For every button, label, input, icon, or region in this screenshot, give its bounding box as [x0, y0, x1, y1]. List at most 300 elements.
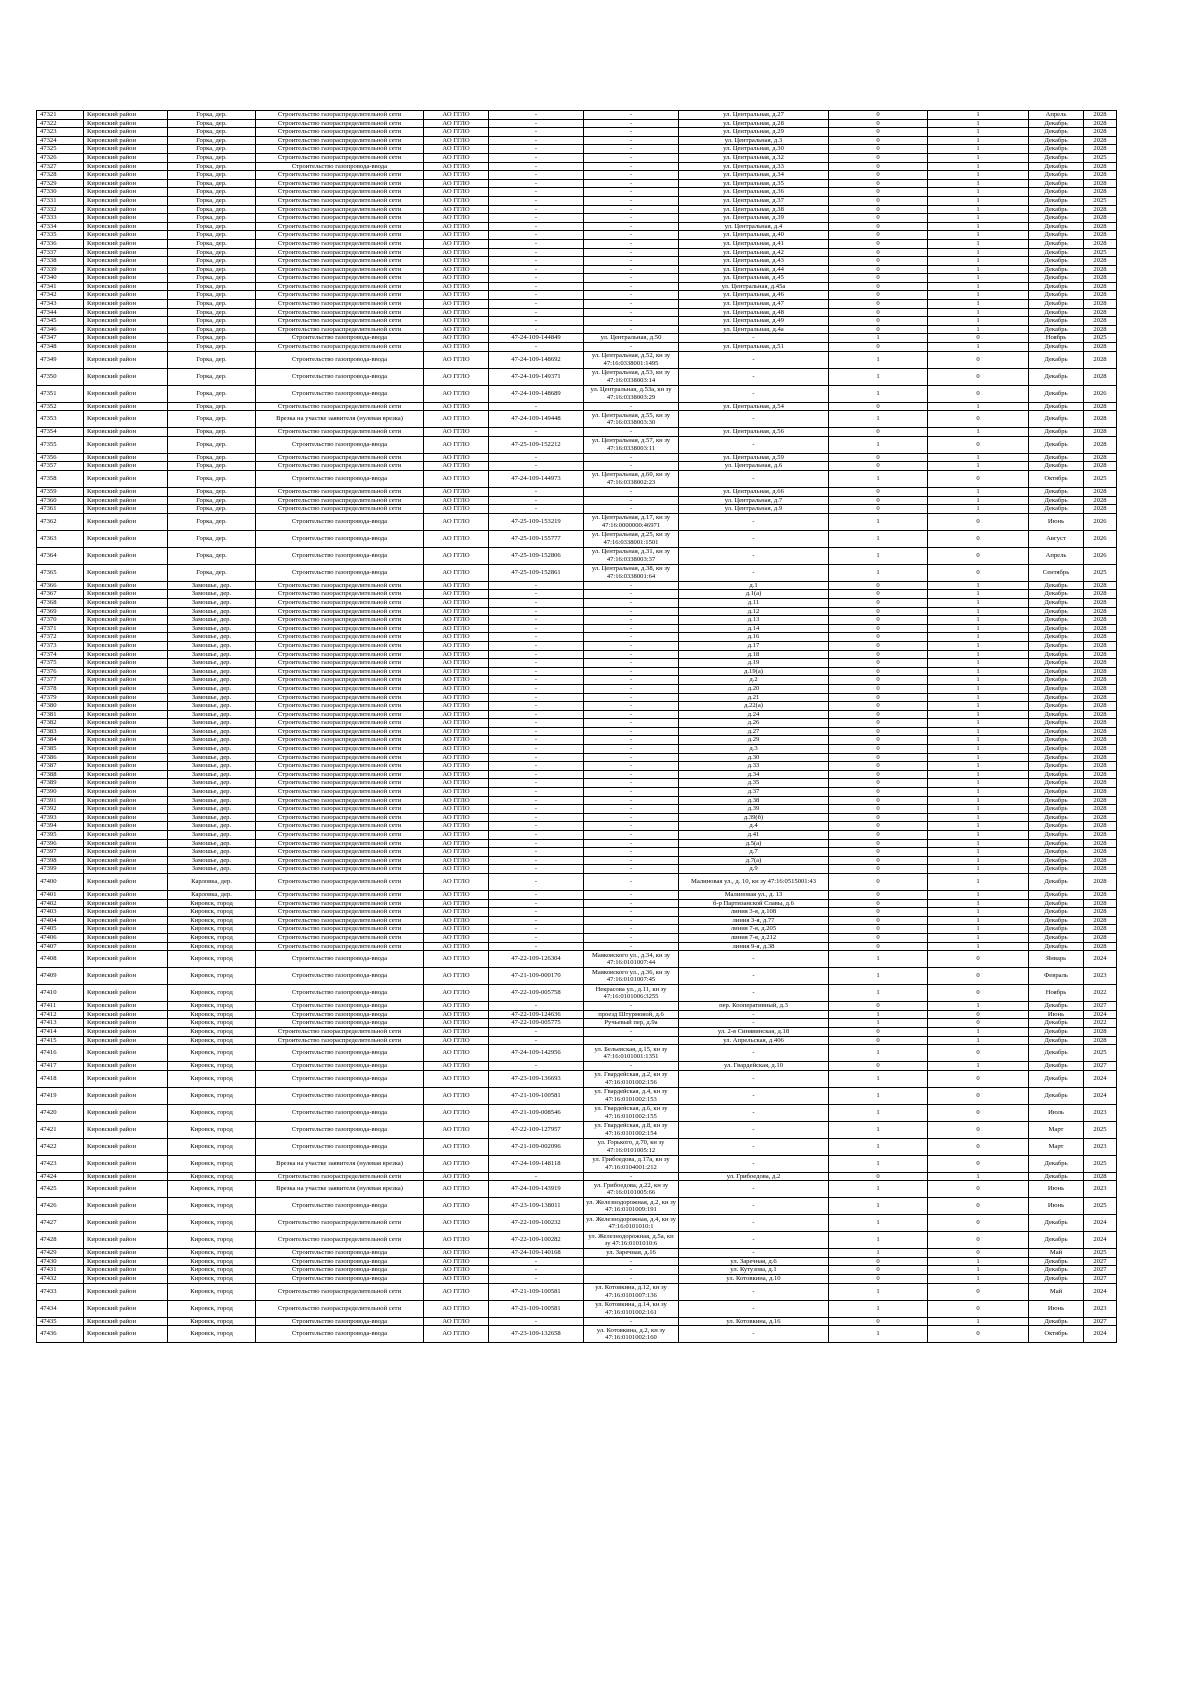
applicant-address-cell: ул. Центральная, д.50 [584, 334, 679, 343]
month-cell: Декабрь [1029, 702, 1084, 711]
application-number-cell: 47-24-109-148689 [489, 385, 584, 402]
application-number-cell: - [489, 136, 584, 145]
application-number-cell: 47-21-109-100581 [489, 1283, 584, 1300]
object-address-cell: - [679, 471, 829, 488]
work-type-cell: Строительство газораспределительной сети [256, 128, 424, 137]
month-cell: Декабрь [1029, 925, 1084, 934]
count-a-cell: 1 [829, 471, 928, 488]
organization-cell: АО ГГЛО [424, 274, 489, 283]
organization-cell: АО ГГЛО [424, 616, 489, 625]
month-cell: Декабрь [1029, 753, 1084, 762]
month-cell: Декабрь [1029, 428, 1084, 437]
application-number-cell: 47-22-109-100282 [489, 1232, 584, 1249]
application-number-cell: 47-22-109-127957 [489, 1121, 584, 1138]
table-row [37, 925, 1117, 934]
row-number-cell: 47392 [37, 805, 84, 814]
organization-cell: АО ГГЛО [424, 942, 489, 951]
month-cell: Декабрь [1029, 590, 1084, 599]
applicant-address-cell: - [584, 684, 679, 693]
year-cell: 2028 [1084, 581, 1117, 590]
month-cell: Декабрь [1029, 908, 1084, 917]
count-a-cell: 0 [829, 162, 928, 171]
count-b-cell: 1 [928, 453, 1029, 462]
year-cell: 2023 [1084, 1138, 1117, 1155]
count-a-cell: 0 [829, 265, 928, 274]
year-cell: 2028 [1084, 727, 1117, 736]
application-number-cell: - [489, 727, 584, 736]
district-cell: Кировский район [84, 214, 168, 223]
application-number-cell: - [489, 308, 584, 317]
settlement-cell: Горка, дер. [168, 564, 256, 581]
district-cell: Кировский район [84, 153, 168, 162]
applicant-address-cell: ул. Горького, д.70, кн зу 47:16:0101005:12 [584, 1138, 679, 1155]
count-a-cell: 0 [829, 188, 928, 197]
row-number-cell: 47337 [37, 248, 84, 257]
applicant-address-cell: - [584, 222, 679, 231]
applicant-address-cell: - [584, 942, 679, 951]
object-address-cell: линия 9-я, д.38 [679, 942, 829, 951]
organization-cell: АО ГГЛО [424, 908, 489, 917]
settlement-cell: Горка, дер. [168, 317, 256, 326]
year-cell: 2024 [1084, 1232, 1117, 1249]
row-number-cell: 47405 [37, 925, 84, 934]
count-a-cell: 0 [829, 641, 928, 650]
count-b-cell: 0 [928, 564, 1029, 581]
district-cell: Кировский район [84, 488, 168, 497]
table-row [37, 1002, 1117, 1011]
object-address-cell: - [679, 547, 829, 564]
district-cell: Кировский район [84, 1181, 168, 1198]
application-number-cell: - [489, 779, 584, 788]
application-number-cell: 47-22-109-100232 [489, 1215, 584, 1232]
applicant-address-cell: - [584, 933, 679, 942]
district-cell: Кировский район [84, 453, 168, 462]
applicant-address-cell: - [584, 145, 679, 154]
work-type-cell: Строительство газораспределительной сети [256, 736, 424, 745]
count-a-cell: 0 [829, 753, 928, 762]
object-address-cell: д.39(б) [679, 813, 829, 822]
month-cell: Декабрь [1029, 581, 1084, 590]
count-b-cell: 1 [928, 1317, 1029, 1326]
count-b-cell: 1 [928, 624, 1029, 633]
work-type-cell: Строительство газораспределительной сети [256, 196, 424, 205]
month-cell: Декабрь [1029, 368, 1084, 385]
count-a-cell: 0 [829, 343, 928, 352]
object-address-cell: д.13 [679, 616, 829, 625]
month-cell: Декабрь [1029, 265, 1084, 274]
work-type-cell: Строительство газопровода-ввода [256, 530, 424, 547]
application-number-cell: - [489, 1027, 584, 1036]
district-cell: Кировский район [84, 788, 168, 797]
month-cell: Декабрь [1029, 119, 1084, 128]
table-row [37, 513, 1117, 530]
month-cell: Ноябрь [1029, 985, 1084, 1002]
year-cell: 2028 [1084, 624, 1117, 633]
organization-cell: АО ГГЛО [424, 985, 489, 1002]
year-cell: 2028 [1084, 188, 1117, 197]
object-address-cell: ул. Грибоедова, д.2 [679, 1172, 829, 1181]
work-type-cell: Строительство газораспределительной сети [256, 171, 424, 180]
application-number-cell: - [489, 128, 584, 137]
month-cell: Декабрь [1029, 248, 1084, 257]
row-number-cell: 47349 [37, 351, 84, 368]
applicant-address-cell: ул. Гвардейская, д.8, кн зу 47:16:0101002:154 [584, 1121, 679, 1138]
work-type-cell: Строительство газораспределительной сети [256, 667, 424, 676]
organization-cell: АО ГГЛО [424, 436, 489, 453]
settlement-cell: Кировск, город [168, 1062, 256, 1071]
district-cell: Кировский район [84, 985, 168, 1002]
count-a-cell: 0 [829, 496, 928, 505]
organization-cell: АО ГГЛО [424, 736, 489, 745]
row-number-cell: 47393 [37, 813, 84, 822]
district-cell: Кировский район [84, 496, 168, 505]
applicant-address-cell: - [584, 719, 679, 728]
settlement-cell: Горка, дер. [168, 308, 256, 317]
count-a-cell: 0 [829, 856, 928, 865]
table-row [37, 933, 1117, 942]
organization-cell: АО ГГЛО [424, 899, 489, 908]
settlement-cell: Кировск, город [168, 1087, 256, 1104]
work-type-cell: Строительство газопровода-ввода [256, 1121, 424, 1138]
organization-cell: АО ГГЛО [424, 805, 489, 814]
count-b-cell: 1 [928, 650, 1029, 659]
year-cell: 2028 [1084, 453, 1117, 462]
row-number-cell: 47418 [37, 1070, 84, 1087]
table-row [37, 1019, 1117, 1028]
table-row [37, 385, 1117, 402]
settlement-cell: Кировск, город [168, 925, 256, 934]
count-a-cell: 0 [829, 1062, 928, 1071]
count-a-cell: 1 [829, 513, 928, 530]
count-b-cell: 1 [928, 196, 1029, 205]
settlement-cell: Горка, дер. [168, 488, 256, 497]
organization-cell: АО ГГЛО [424, 462, 489, 471]
work-type-cell: Строительство газопровода-ввода [256, 1198, 424, 1215]
count-b-cell: 1 [928, 505, 1029, 514]
object-address-cell: д.11 [679, 598, 829, 607]
table-row [37, 633, 1117, 642]
count-b-cell: 0 [928, 1326, 1029, 1343]
year-cell: 2025 [1084, 1155, 1117, 1172]
object-address-cell: - [679, 385, 829, 402]
year-cell: 2028 [1084, 710, 1117, 719]
year-cell: 2028 [1084, 933, 1117, 942]
year-cell: 2028 [1084, 667, 1117, 676]
object-address-cell: - [679, 1249, 829, 1258]
month-cell: Апрель [1029, 111, 1084, 120]
application-number-cell: 47-24-109-149371 [489, 368, 584, 385]
application-number-cell: - [489, 908, 584, 917]
application-number-cell: - [489, 1036, 584, 1045]
count-b-cell: 0 [928, 530, 1029, 547]
settlement-cell: Кировск, город [168, 1155, 256, 1172]
count-a-cell: 1 [829, 411, 928, 428]
object-address-cell: д.1 [679, 581, 829, 590]
settlement-cell: Кировск, город [168, 1275, 256, 1284]
object-address-cell: ул. Апрельская, д.406 [679, 1036, 829, 1045]
application-number-cell: - [489, 153, 584, 162]
district-cell: Кировский район [84, 428, 168, 437]
application-number-cell: - [489, 119, 584, 128]
settlement-cell: Горка, дер. [168, 530, 256, 547]
month-cell: Декабрь [1029, 196, 1084, 205]
row-number-cell: 47403 [37, 908, 84, 917]
object-address-cell: - [679, 530, 829, 547]
table-row [37, 753, 1117, 762]
work-type-cell: Строительство газораспределительной сети [256, 710, 424, 719]
year-cell: 2026 [1084, 385, 1117, 402]
work-type-cell: Врезка на участке заявителя (нулевая врезка) [256, 1155, 424, 1172]
work-type-cell: Строительство газораспределительной сети [256, 505, 424, 514]
application-number-cell: 47-22-109-005758 [489, 985, 584, 1002]
object-address-cell: ул. Центральная, д.59 [679, 453, 829, 462]
year-cell: 2028 [1084, 641, 1117, 650]
application-number-cell: - [489, 343, 584, 352]
count-b-cell: 1 [928, 727, 1029, 736]
row-number-cell: 47428 [37, 1232, 84, 1249]
organization-cell: АО ГГЛО [424, 1070, 489, 1087]
organization-cell: АО ГГЛО [424, 300, 489, 309]
district-cell: Кировский район [84, 702, 168, 711]
organization-cell: АО ГГЛО [424, 865, 489, 874]
work-type-cell: Строительство газопровода-ввода [256, 368, 424, 385]
work-type-cell: Строительство газораспределительной сети [256, 1036, 424, 1045]
organization-cell: АО ГГЛО [424, 813, 489, 822]
organization-cell: АО ГГЛО [424, 607, 489, 616]
work-type-cell: Строительство газораспределительной сети [256, 453, 424, 462]
district-cell: Кировский район [84, 719, 168, 728]
district-cell: Кировский район [84, 1232, 168, 1249]
applicant-address-cell: - [584, 925, 679, 934]
work-type-cell: Строительство газопровода-ввода [256, 951, 424, 968]
year-cell: 2028 [1084, 274, 1117, 283]
district-cell: Кировский район [84, 968, 168, 985]
district-cell: Кировский район [84, 564, 168, 581]
month-cell: Декабрь [1029, 222, 1084, 231]
count-b-cell: 0 [928, 1155, 1029, 1172]
count-b-cell: 1 [928, 496, 1029, 505]
organization-cell: АО ГГЛО [424, 411, 489, 428]
application-number-cell: - [489, 607, 584, 616]
count-a-cell: 0 [829, 428, 928, 437]
table-row [37, 317, 1117, 326]
table-row [37, 770, 1117, 779]
year-cell: 2028 [1084, 222, 1117, 231]
object-address-cell: ул. Центральная, д.27 [679, 111, 829, 120]
application-number-cell: - [489, 796, 584, 805]
count-a-cell: 0 [829, 581, 928, 590]
organization-cell: АО ГГЛО [424, 505, 489, 514]
year-cell: 2023 [1084, 968, 1117, 985]
work-type-cell: Строительство газораспределительной сети [256, 650, 424, 659]
application-number-cell: 47-22-109-124636 [489, 1010, 584, 1019]
month-cell: Декабрь [1029, 848, 1084, 857]
year-cell: 2025 [1084, 564, 1117, 581]
organization-cell: АО ГГЛО [424, 1019, 489, 1028]
table-row [37, 822, 1117, 831]
object-address-cell: - [679, 1283, 829, 1300]
count-b-cell: 0 [928, 1215, 1029, 1232]
applicant-address-cell: - [584, 779, 679, 788]
work-type-cell: Строительство газораспределительной сети [256, 308, 424, 317]
count-a-cell: 1 [829, 1249, 928, 1258]
table-row [37, 428, 1117, 437]
year-cell: 2025 [1084, 196, 1117, 205]
work-type-cell: Строительство газораспределительной сети [256, 899, 424, 908]
organization-cell: АО ГГЛО [424, 171, 489, 180]
applicant-address-cell: - [584, 325, 679, 334]
organization-cell: АО ГГЛО [424, 1317, 489, 1326]
applicant-address-cell: ул. Котовкина, д.12, кн зу 47:16:0101007:136 [584, 1283, 679, 1300]
settlement-cell: Карловка, дер. [168, 890, 256, 899]
settlement-cell: Кировск, город [168, 1257, 256, 1266]
count-b-cell: 1 [928, 899, 1029, 908]
application-number-cell: - [489, 856, 584, 865]
year-cell: 2028 [1084, 496, 1117, 505]
month-cell: Декабрь [1029, 1317, 1084, 1326]
work-type-cell: Строительство газопровода-ввода [256, 1326, 424, 1343]
count-a-cell: 0 [829, 702, 928, 711]
settlement-cell: Замошье, дер. [168, 667, 256, 676]
row-number-cell: 47341 [37, 282, 84, 291]
row-number-cell: 47430 [37, 1257, 84, 1266]
applicant-address-cell: - [584, 873, 679, 890]
organization-cell: АО ГГЛО [424, 1172, 489, 1181]
district-cell: Кировский район [84, 839, 168, 848]
count-a-cell: 1 [829, 1045, 928, 1062]
count-b-cell: 1 [928, 762, 1029, 771]
district-cell: Кировский район [84, 951, 168, 968]
year-cell: 2025 [1084, 1121, 1117, 1138]
application-number-cell: - [489, 1275, 584, 1284]
row-number-cell: 47329 [37, 179, 84, 188]
application-number-cell: - [489, 667, 584, 676]
row-number-cell: 47427 [37, 1215, 84, 1232]
month-cell: Декабрь [1029, 693, 1084, 702]
count-b-cell: 0 [928, 1181, 1029, 1198]
year-cell: 2025 [1084, 153, 1117, 162]
table-row [37, 1326, 1117, 1343]
count-b-cell: 1 [928, 308, 1029, 317]
table-row [37, 1232, 1117, 1249]
applicant-address-cell: - [584, 805, 679, 814]
district-cell: Кировский район [84, 1027, 168, 1036]
table-row [37, 282, 1117, 291]
month-cell: Февраль [1029, 968, 1084, 985]
count-b-cell: 1 [928, 702, 1029, 711]
district-cell: Кировский район [84, 513, 168, 530]
count-b-cell: 1 [928, 805, 1029, 814]
settlement-cell: Замошье, дер. [168, 650, 256, 659]
table-row [37, 188, 1117, 197]
object-address-cell: ул. Центральная, д.44 [679, 265, 829, 274]
application-number-cell: - [489, 257, 584, 266]
application-number-cell: - [489, 214, 584, 223]
work-type-cell: Строительство газораспределительной сети [256, 488, 424, 497]
month-cell: Декабрь [1029, 136, 1084, 145]
table-row [37, 796, 1117, 805]
object-address-cell: ул. Центральная, д.39 [679, 214, 829, 223]
year-cell: 2026 [1084, 530, 1117, 547]
year-cell: 2028 [1084, 179, 1117, 188]
table-row [37, 325, 1117, 334]
count-a-cell: 0 [829, 788, 928, 797]
year-cell: 2028 [1084, 368, 1117, 385]
application-number-cell: 47-24-109-142956 [489, 1045, 584, 1062]
organization-cell: АО ГГЛО [424, 385, 489, 402]
work-type-cell: Строительство газопровода-ввода [256, 1010, 424, 1019]
count-a-cell: 0 [829, 1275, 928, 1284]
object-address-cell: ул. Гвардейская, д.10 [679, 1062, 829, 1071]
year-cell: 2023 [1084, 1104, 1117, 1121]
applicant-address-cell: ул. Железнодорожная, д.2, кн зу 47:16:0101009:191 [584, 1198, 679, 1215]
count-a-cell: 0 [829, 402, 928, 411]
application-number-cell: - [489, 188, 584, 197]
count-b-cell: 1 [928, 1275, 1029, 1284]
year-cell: 2028 [1084, 231, 1117, 240]
table-row [37, 1138, 1117, 1155]
count-b-cell: 1 [928, 343, 1029, 352]
table-row [37, 693, 1117, 702]
month-cell: Октябрь [1029, 471, 1084, 488]
row-number-cell: 47407 [37, 942, 84, 951]
year-cell: 2028 [1084, 616, 1117, 625]
applicant-address-cell: - [584, 453, 679, 462]
object-address-cell: д.37 [679, 788, 829, 797]
object-address-cell: - [679, 951, 829, 968]
year-cell: 2028 [1084, 908, 1117, 917]
applicant-address-cell: - [584, 641, 679, 650]
month-cell: Декабрь [1029, 856, 1084, 865]
district-cell: Кировский район [84, 1010, 168, 1019]
table-row [37, 402, 1117, 411]
object-address-cell: ул. Центральная, д.40 [679, 231, 829, 240]
month-cell: Декабрь [1029, 865, 1084, 874]
district-cell: Кировский район [84, 136, 168, 145]
count-a-cell: 1 [829, 985, 928, 1002]
organization-cell: АО ГГЛО [424, 402, 489, 411]
object-address-cell: ул. Центральная, д.34 [679, 171, 829, 180]
applicant-address-cell: ул. Центральная, д.53, кн зу 47:16:0338003:14 [584, 368, 679, 385]
table-row [37, 205, 1117, 214]
application-number-cell: 47-24-109-144849 [489, 334, 584, 343]
row-number-cell: 47342 [37, 291, 84, 300]
count-b-cell: 1 [928, 736, 1029, 745]
month-cell: Декабрь [1029, 257, 1084, 266]
district-cell: Кировский район [84, 222, 168, 231]
organization-cell: АО ГГЛО [424, 428, 489, 437]
row-number-cell: 47359 [37, 488, 84, 497]
count-b-cell: 1 [928, 745, 1029, 754]
month-cell: Декабрь [1029, 822, 1084, 831]
settlement-cell: Замошье, дер. [168, 581, 256, 590]
object-address-cell: ул. Центральная, д.38 [679, 205, 829, 214]
district-cell: Кировский район [84, 171, 168, 180]
year-cell: 2028 [1084, 265, 1117, 274]
work-type-cell: Строительство газораспределительной сети [256, 702, 424, 711]
application-number-cell: - [489, 770, 584, 779]
count-a-cell: 0 [829, 462, 928, 471]
row-number-cell: 47374 [37, 650, 84, 659]
row-number-cell: 47360 [37, 496, 84, 505]
object-address-cell: - [679, 368, 829, 385]
object-address-cell: ул. Котовкина, д.10 [679, 1275, 829, 1284]
table-row [37, 231, 1117, 240]
district-cell: Кировский район [84, 856, 168, 865]
district-cell: Кировский район [84, 1198, 168, 1215]
work-type-cell: Строительство газопровода-ввода [256, 985, 424, 1002]
year-cell: 2028 [1084, 684, 1117, 693]
